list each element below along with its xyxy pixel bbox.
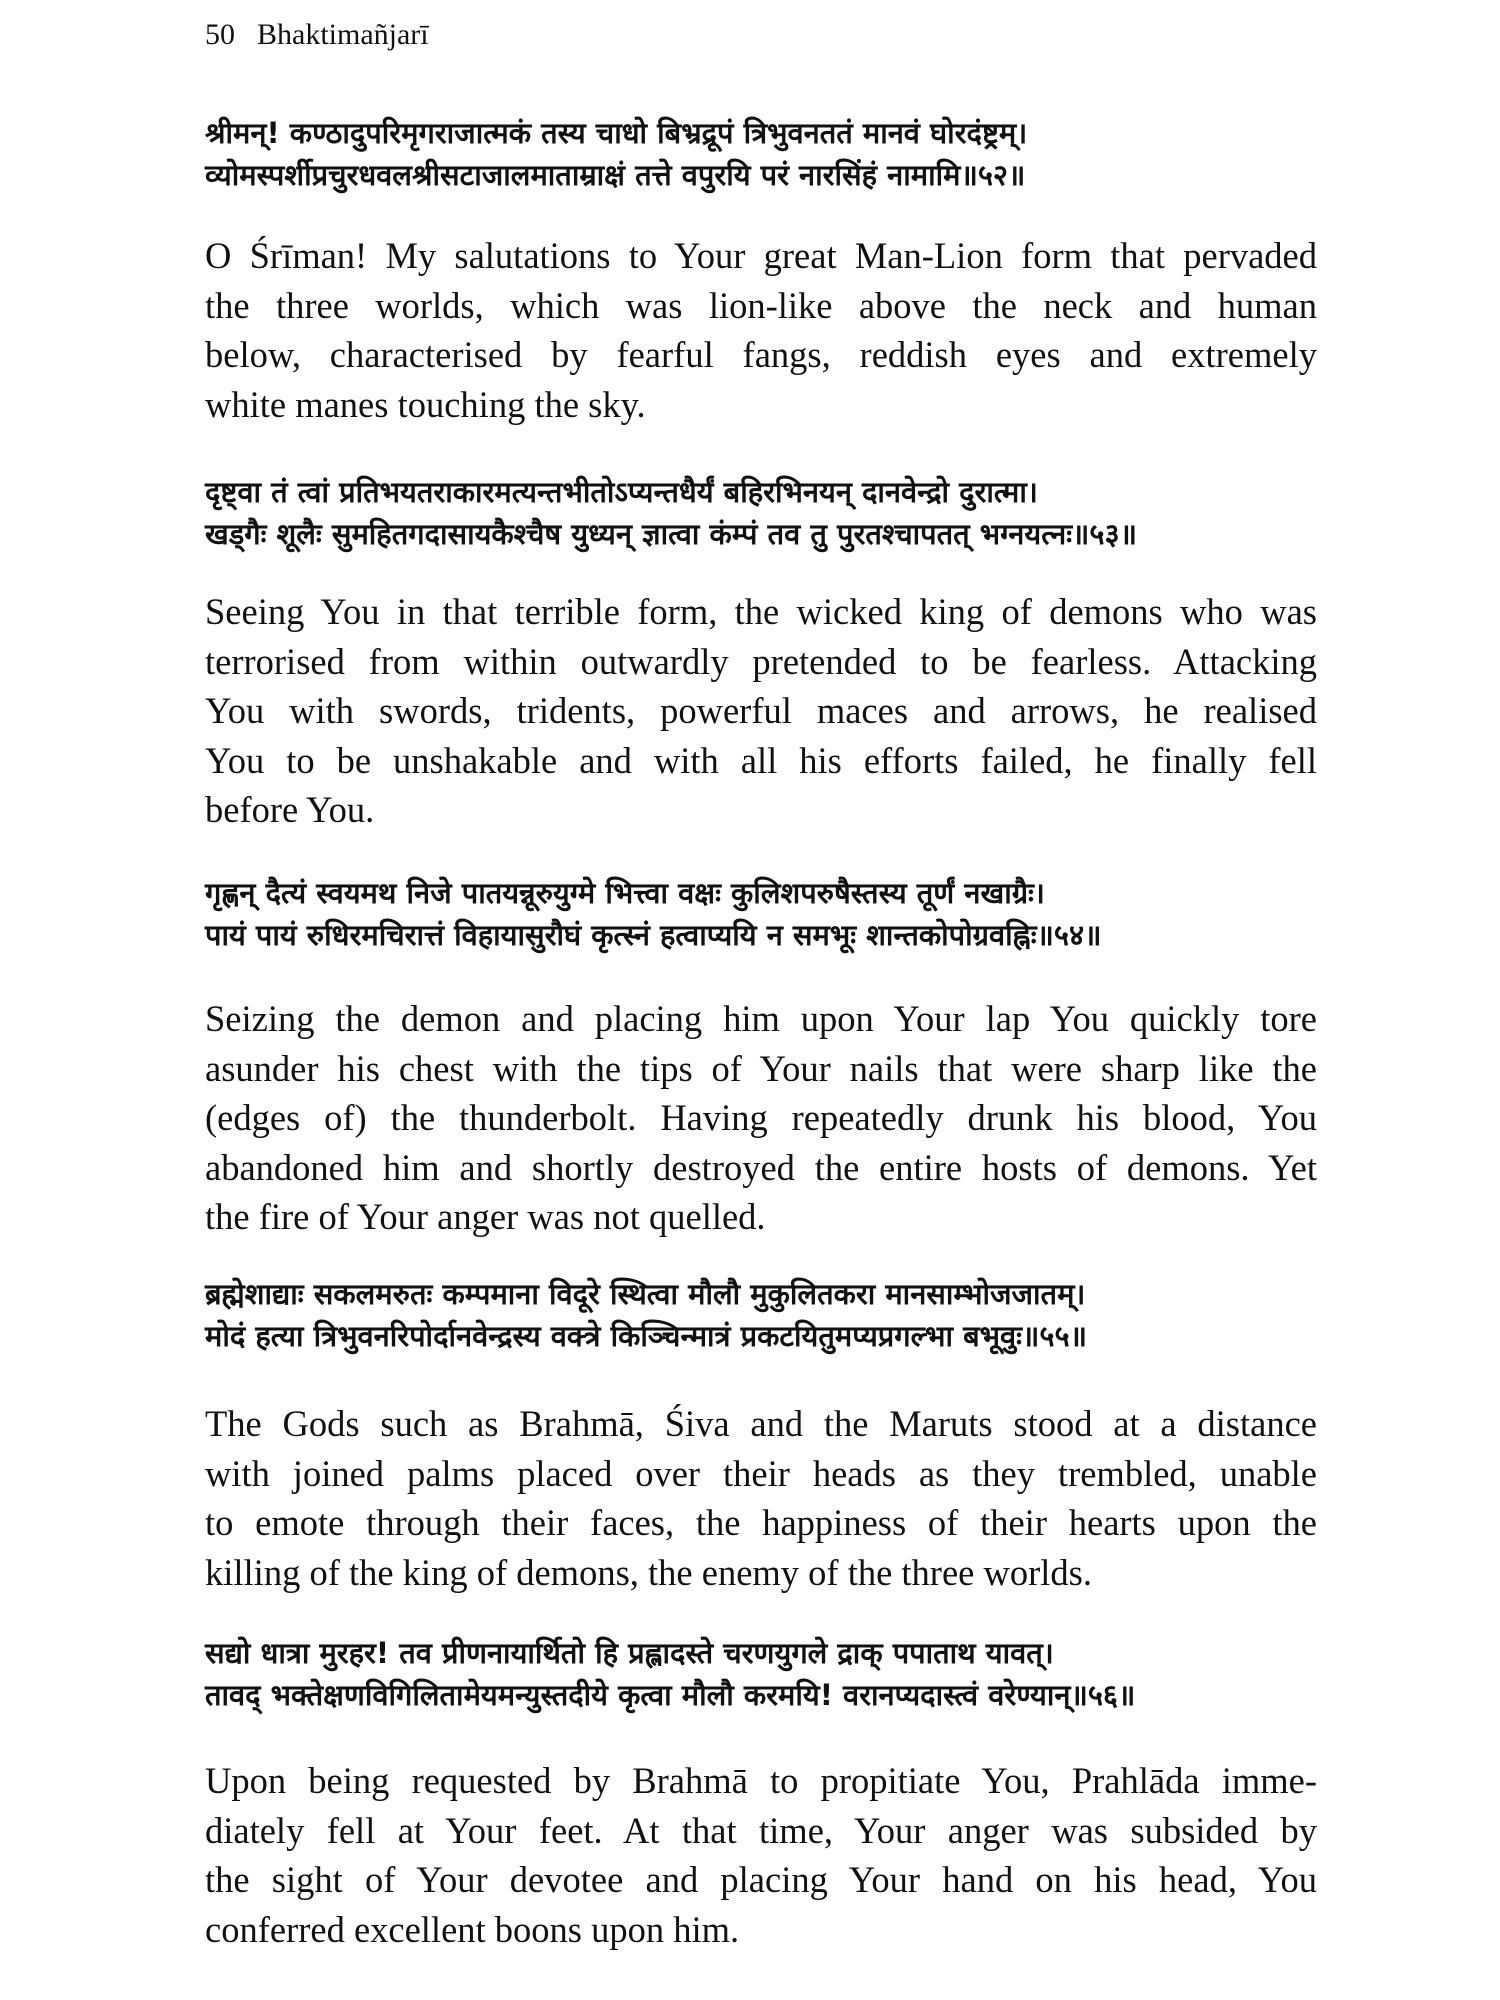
translation-paragraph (205, 1399, 1317, 1597)
verse-line: ब्रह्मेशाद्याः सकलमरुतः कम्पमाना विदूरे स्थित्वा मौलौ मुकुलितकरा मानसाम्भोजजातम्। (205, 1277, 1086, 1311)
translation-line: abandoned him and shortly destroyed the entire hosts of demons. Yet (205, 1146, 1317, 1188)
translation-line: terrorised from within outwardly pretended to be fearless. Attacking (205, 640, 1317, 682)
verse-line: सद्यो धात्रा मुरहर! तव प्रीणनायार्थितो हि प्रह्लादस्ते चरणयुगले द्राक् पपाताथ यावत्। (205, 1636, 1054, 1670)
verse-line: तावद् भक्तेक्षणविगिलितामेयमन्युस्तदीये कृत्वा मौलौ करमयि! वरानप्यदास्त्वं वरेण्यान्॥५६॥ (205, 1678, 1136, 1712)
translation-line: (edges of) the thunderbolt. Having repeatedly drunk his blood, You (205, 1097, 1317, 1138)
translation-line: the fire of Your anger was not quelled. (205, 1196, 766, 1237)
translation-line: asunder his chest with the tips of Your nails that were sharp like the (205, 1047, 1317, 1089)
verse-line: श्रीमन्! कण्ठादुपरिमृगराजात्मकं तस्य चाधो बिभ्रद्रूपं त्रिभुवनततं मानवं घोरदंष्ट्रम्। (205, 116, 1028, 150)
translation-paragraph (205, 1756, 1317, 1954)
page-number: 50 (205, 18, 235, 51)
translation-line: killing of the king of demons, the enemy of the three worlds. (205, 1551, 1092, 1593)
translation-line: below, characterised by fearful fangs, reddish eyes and extremely (205, 334, 1317, 375)
translation-line: diately fell at Your feet. At that time, Your anger was subsided by (205, 1809, 1317, 1851)
translation-line: the sight of Your devotee and placing Your hand on his head, You (205, 1859, 1317, 1900)
translation-line: Seizing the demon and placing him upon Your lap You quickly tore (205, 998, 1317, 1039)
translation-line: You with swords, tridents, powerful maces and arrows, he realised (205, 690, 1317, 731)
verse-line: पायं पायं रुधिरमचिरात्तं विहायासुरौघं कृत्स्नं हत्वाप्ययि न समभूः शान्तकोपोग्रवह्निः॥५४॥ (205, 918, 1102, 952)
translation-line: Seeing You in that terrible form, the wicked king of demons who was (205, 591, 1317, 632)
verse-line: व्योमस्पर्शीप्रचुरधवलश्रीसटाजालमाताम्राक्षं तत्ते वपुरयि परं नारसिंहं नामामि॥५२॥ (205, 158, 1026, 192)
verse-line: गृह्णन् दैत्यं स्वयमथ निजे पातयन्नूरुयुग्मे भित्त्वा वक्षः कुलिशपरुषैस्तस्य तूर्णं नखाग्रैः। (205, 876, 1045, 910)
running-header (205, 18, 429, 52)
sanskrit-verse (205, 471, 1317, 555)
sanskrit-verse (205, 872, 1317, 956)
translation-line: You to be unshakable and with all his efforts failed, he finally fell (205, 739, 1317, 781)
translation-paragraph (205, 587, 1317, 835)
running-title: Bhaktimañjarī (257, 18, 429, 51)
translation-line: O Śrīman! My salutations to Your great Man-Lion form that pervaded (205, 235, 1317, 276)
verse-line: खड्गैः शूलैः सुमहितगदासायकैश्चैष युध्यन् ज्ञात्वा कंम्पं तव तु पुरतश्चापतत् भग्नयत्नः॥५३॥ (205, 517, 1137, 551)
translation-line: Upon being requested by Brahmā to propitiate You, Prahlāda imme- (205, 1760, 1317, 1801)
translation-paragraph (205, 231, 1317, 429)
translation-line: with joined palms placed over their heads as they trembled, unable (205, 1452, 1317, 1494)
translation-line: the three worlds, which was lion-like above the neck and human (205, 284, 1317, 326)
translation-line: conferred excellent boons upon him. (205, 1908, 740, 1950)
translation-line: to emote through their faces, the happiness of their hearts upon the (205, 1502, 1317, 1543)
verse-line: दृष्ट्वा तं त्वां प्रतिभयतराकारमत्यन्तभीतोऽप्यन्तधैर्यं बहिरभिनयन् दानवेन्द्रो दुरात्मा। (205, 475, 1038, 509)
translation-paragraph (205, 994, 1317, 1242)
verse-line: मोदं हत्या त्रिभुवनरिपोर्दानवेन्द्रस्य वक्त्रे किञ्चिन्मात्रं प्रकटयितुमप्यप्रगल्भा बभूवुः॥५५॥ (205, 1319, 1087, 1353)
sanskrit-verse (205, 1273, 1317, 1357)
sanskrit-verse (205, 112, 1317, 196)
sanskrit-verse (205, 1632, 1317, 1716)
translation-line: before You. (205, 789, 375, 830)
translation-line: white manes touching the sky. (205, 383, 646, 425)
translation-line: The Gods such as Brahmā, Śiva and the Maruts stood at a distance (205, 1403, 1317, 1444)
